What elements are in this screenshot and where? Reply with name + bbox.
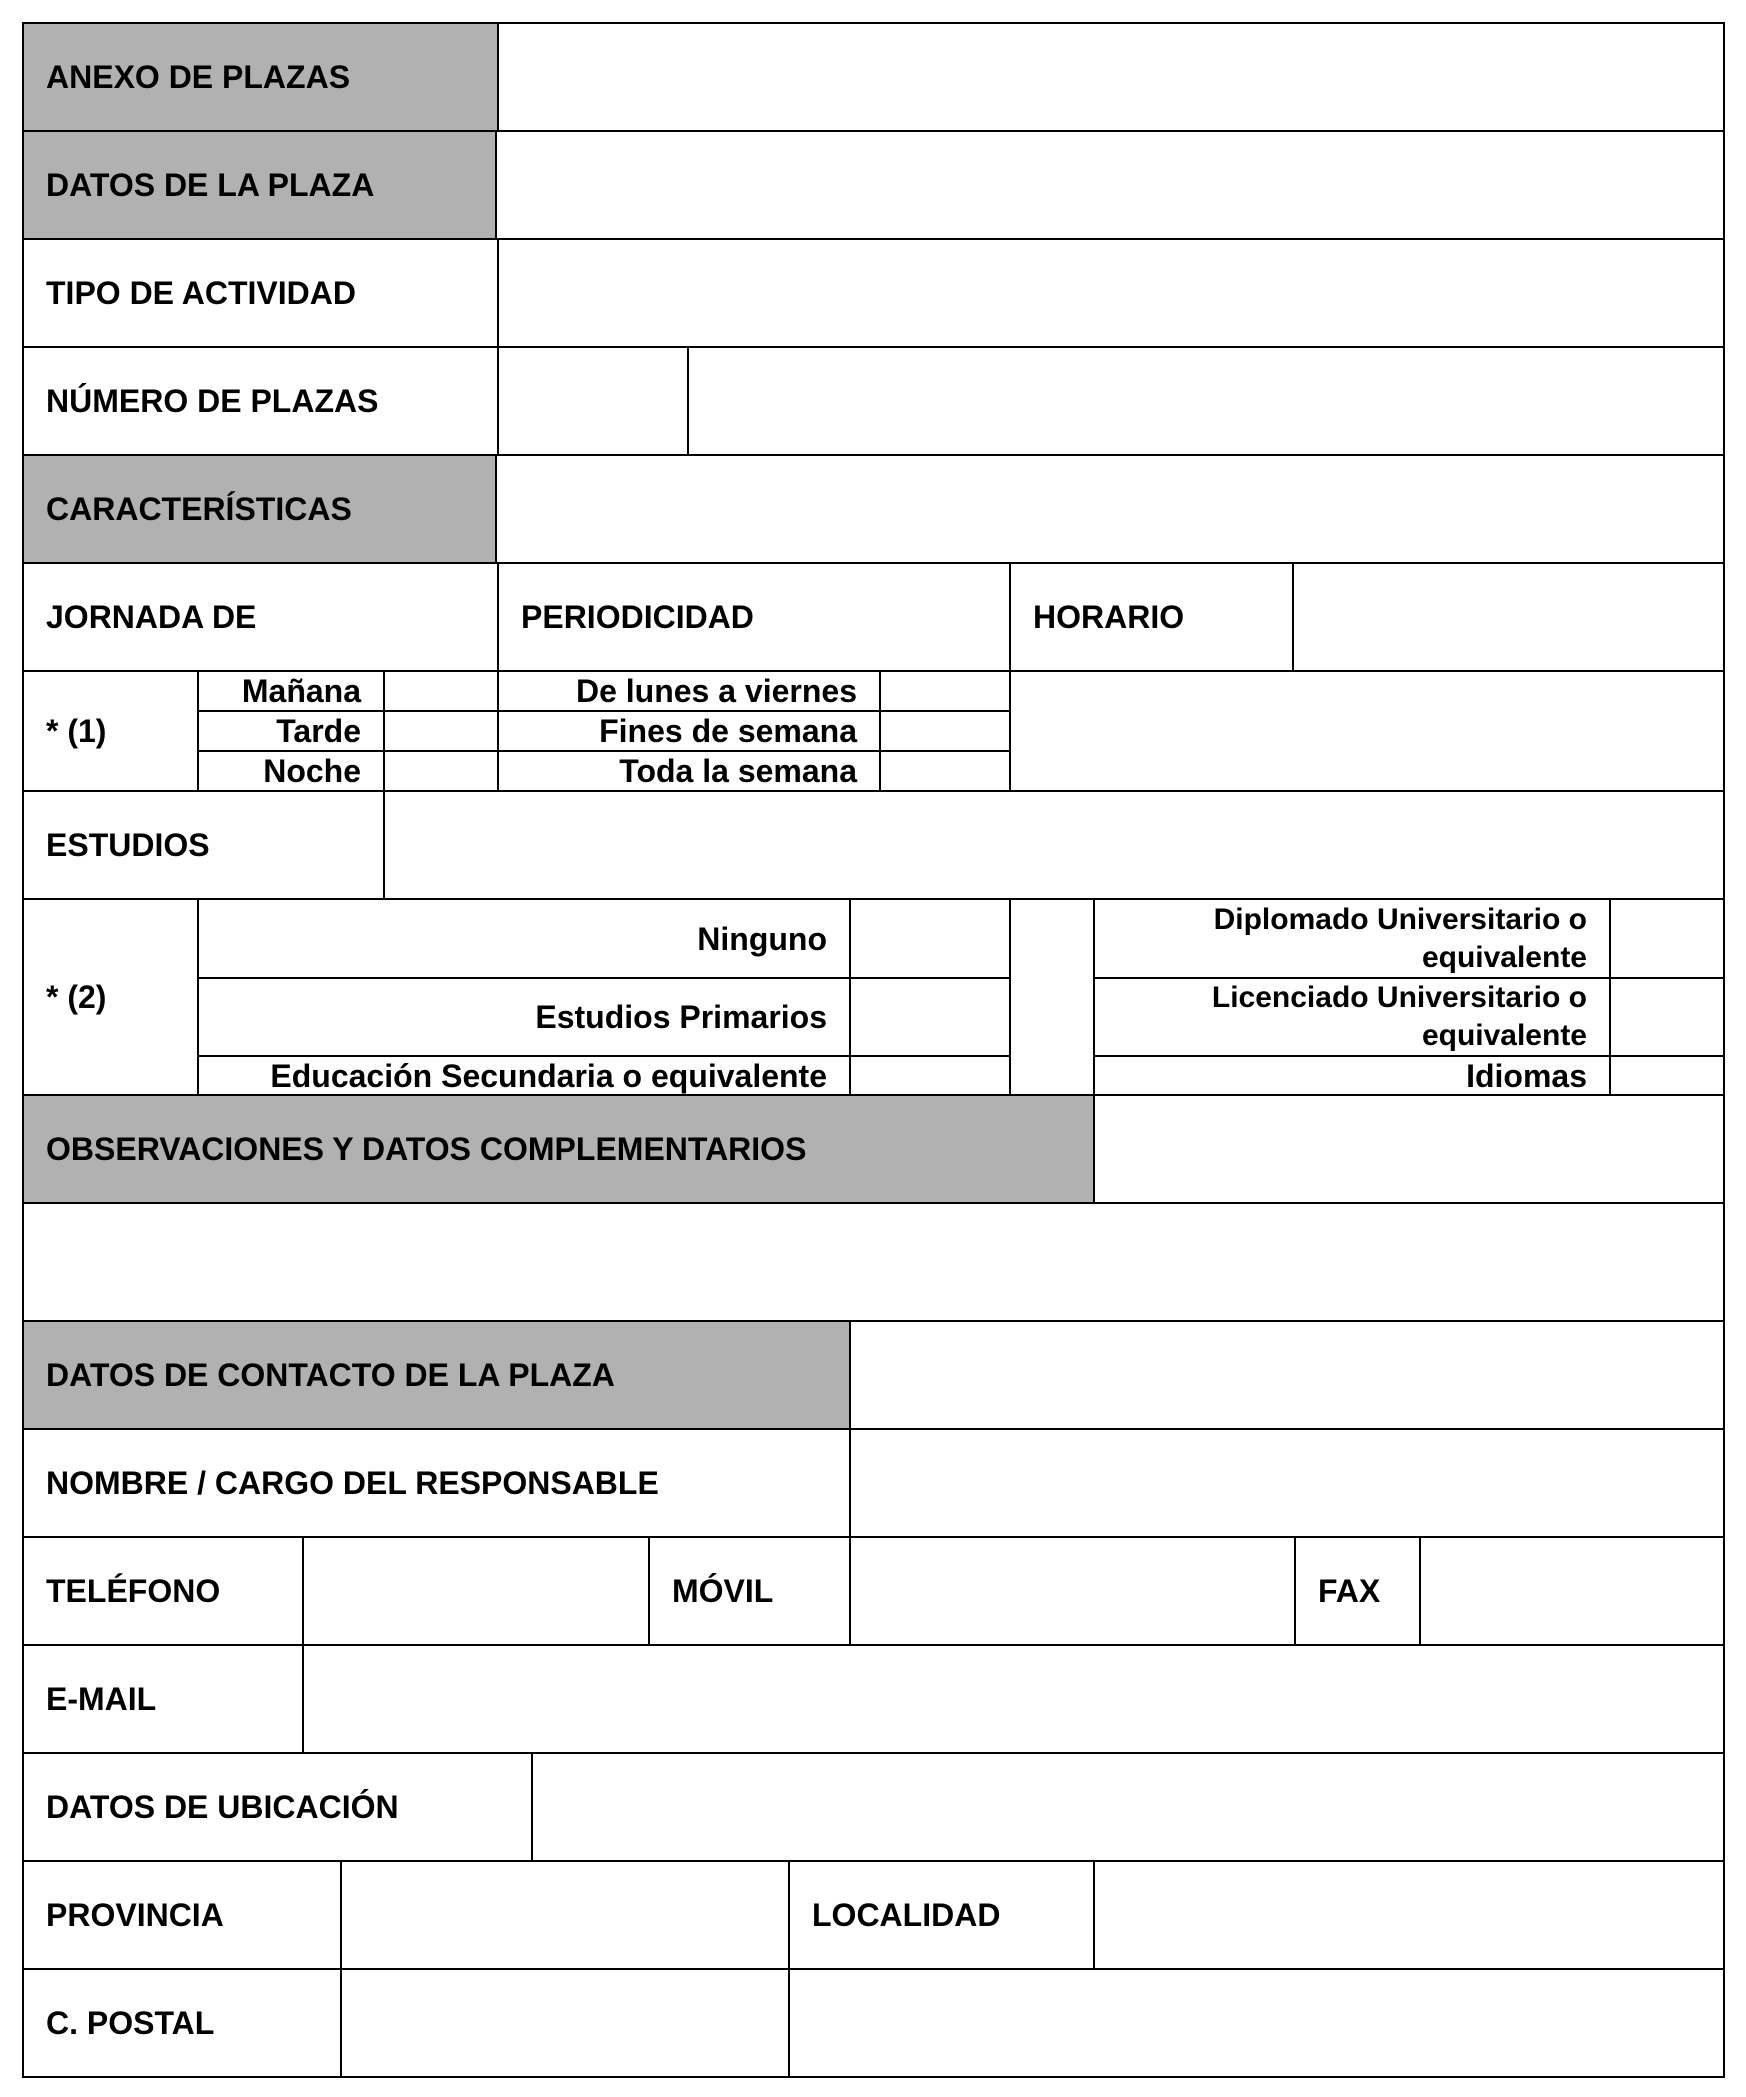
periodicidad-option-label: Fines de semana — [497, 710, 881, 752]
email-label: E-MAIL — [22, 1644, 304, 1754]
datos-plaza-header: DATOS DE LA PLAZA — [22, 130, 497, 240]
horario-label: HORARIO — [1009, 562, 1294, 672]
localidad-label: LOCALIDAD — [788, 1860, 1095, 1970]
movil-field[interactable] — [849, 1536, 1296, 1646]
contacto-header: DATOS DE CONTACTO DE LA PLAZA — [22, 1320, 851, 1430]
periodicidad-label: PERIODICIDAD — [497, 562, 1011, 672]
estudios-option-label: Idiomas — [1093, 1055, 1611, 1096]
responsable-label: NOMBRE / CARGO DEL RESPONSABLE — [22, 1428, 851, 1538]
tipo-actividad-field[interactable] — [497, 238, 1725, 348]
telefono-field[interactable] — [302, 1536, 650, 1646]
email-field[interactable] — [302, 1644, 1725, 1754]
anexo-field[interactable] — [497, 22, 1725, 132]
caracteristicas-field[interactable] — [495, 454, 1725, 564]
movil-label: MÓVIL — [648, 1536, 851, 1646]
jornada-option-label: Mañana — [197, 670, 385, 712]
jornada-noche-checkbox[interactable] — [383, 750, 499, 792]
provincia-label: PROVINCIA — [22, 1860, 342, 1970]
estudios-label: ESTUDIOS — [22, 790, 385, 900]
periodicidad-option-label: Toda la semana — [497, 750, 881, 792]
observaciones-field[interactable] — [22, 1202, 1725, 1322]
estudios-secundaria-checkbox[interactable] — [849, 1055, 1011, 1096]
estudios-ninguno-checkbox[interactable] — [849, 898, 1011, 979]
jornada-option-label: Noche — [197, 750, 385, 792]
numero-plazas-label: NÚMERO DE PLAZAS — [22, 346, 499, 456]
jornada-label: JORNADA DE — [22, 562, 499, 672]
cpostal-extra-field[interactable] — [788, 1968, 1725, 2078]
estudios-option-label: Ninguno — [197, 898, 851, 979]
periodicidad-option-label: De lunes a viernes — [497, 670, 881, 712]
horario-field[interactable] — [1292, 562, 1725, 672]
estudios-idiomas-checkbox[interactable] — [1609, 1055, 1725, 1096]
estudios-diplomado-checkbox[interactable] — [1609, 898, 1725, 979]
tipo-actividad-label: TIPO DE ACTIVIDAD — [22, 238, 499, 348]
cpostal-field[interactable] — [340, 1968, 790, 2078]
observaciones-header: OBSERVACIONES Y DATOS COMPLEMENTARIOS — [22, 1094, 1095, 1204]
jornada-manana-checkbox[interactable] — [383, 670, 499, 712]
jornada-option-label: Tarde — [197, 710, 385, 752]
estudios-option-label: Licenciado Universitario o equivalente — [1093, 977, 1611, 1057]
estudios-spacer-cell — [1009, 898, 1095, 1096]
ubicacion-label: DATOS DE UBICACIÓN — [22, 1752, 533, 1862]
periodicidad-lunes-viernes-checkbox[interactable] — [879, 670, 1011, 712]
contacto-field[interactable] — [849, 1320, 1725, 1430]
anexo-header: ANEXO DE PLAZAS — [22, 22, 499, 132]
numero-plazas-field[interactable] — [497, 346, 689, 456]
periodicidad-fines-semana-checkbox[interactable] — [879, 710, 1011, 752]
provincia-field[interactable] — [340, 1860, 790, 1970]
observaciones-extra-field[interactable] — [1093, 1094, 1725, 1204]
nota-2-label: * (2) — [22, 898, 199, 1096]
caracteristicas-header: CARACTERÍSTICAS — [22, 454, 497, 564]
fax-label: FAX — [1294, 1536, 1421, 1646]
nota-1-label: * (1) — [22, 670, 199, 792]
estudios-option-label: Educación Secundaria o equivalente — [197, 1055, 851, 1096]
telefono-label: TELÉFONO — [22, 1536, 304, 1646]
numero-plazas-extra-field[interactable] — [687, 346, 1725, 456]
estudios-primarios-checkbox[interactable] — [849, 977, 1011, 1057]
responsable-field[interactable] — [849, 1428, 1725, 1538]
estudios-option-label: Estudios Primarios — [197, 977, 851, 1057]
estudios-option-label: Diplomado Universitario o equivalente — [1093, 898, 1611, 979]
periodicidad-toda-semana-checkbox[interactable] — [879, 750, 1011, 792]
horario-detail-field[interactable] — [1009, 670, 1725, 792]
cpostal-label: C. POSTAL — [22, 1968, 342, 2078]
localidad-field[interactable] — [1093, 1860, 1725, 1970]
estudios-field[interactable] — [383, 790, 1725, 900]
fax-field[interactable] — [1419, 1536, 1725, 1646]
estudios-licenciado-checkbox[interactable] — [1609, 977, 1725, 1057]
datos-plaza-field[interactable] — [495, 130, 1725, 240]
jornada-tarde-checkbox[interactable] — [383, 710, 499, 752]
ubicacion-field[interactable] — [531, 1752, 1725, 1862]
